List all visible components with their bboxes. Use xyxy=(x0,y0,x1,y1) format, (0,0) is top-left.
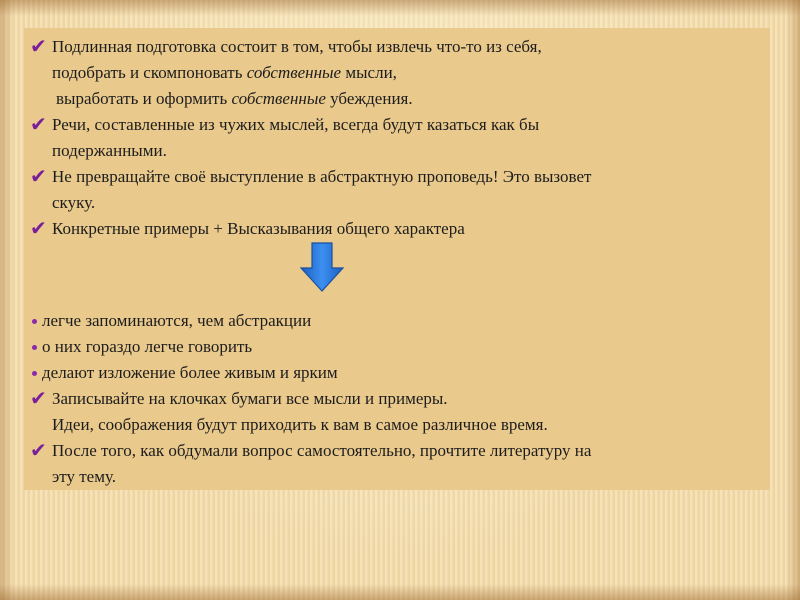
checkmark-icon: ✔ xyxy=(30,166,47,188)
bullet-dot-icon xyxy=(32,371,37,376)
para1-line2: подобрать и скомпоновать собственные мысли, xyxy=(52,63,397,82)
para2-line1: Речи, составленные из чужих мыслей, всегда будут казаться как бы xyxy=(52,115,540,134)
check-item-5 xyxy=(30,386,770,438)
down-arrow-icon xyxy=(300,242,344,292)
para1-line3: выработать и оформить собственные убеждения. xyxy=(56,89,413,108)
bullet-dot-icon xyxy=(32,319,37,324)
para3-line2: скуку. xyxy=(52,193,96,212)
frame-right-shadow xyxy=(786,0,800,600)
para2-line2: подержанными. xyxy=(52,141,167,160)
sub-bullet-2: о них гораздо легче говорить xyxy=(30,334,770,360)
tip-line1: Записывайте на клочках бумаги все мысли и примеры. xyxy=(52,389,448,408)
frame-left-shadow xyxy=(0,0,14,600)
check-item-6 xyxy=(30,438,770,490)
bullet-dot-icon xyxy=(32,345,37,350)
tip-line2: Идеи, соображения будут приходить к вам в самое различное время. xyxy=(52,415,548,434)
checkmark-icon: ✔ xyxy=(30,218,47,240)
para4-line1: Конкретные примеры + Высказывания общего характера xyxy=(52,219,465,238)
para3-line1: Не превращайте своё выступление в абстрактную проповедь! Это вызовет xyxy=(52,167,592,186)
checkmark-icon: ✔ xyxy=(30,36,47,58)
sub-bullet-1: легче запоминаются, чем абстракции xyxy=(30,308,770,334)
checkmark-icon: ✔ xyxy=(30,440,47,462)
sub-bullet-3: делают изложение более живым и ярким xyxy=(30,360,770,386)
check-item-3 xyxy=(30,164,770,216)
check-item-1 xyxy=(30,34,770,112)
arrow-area xyxy=(30,242,770,302)
frame-bottom-shadow xyxy=(0,584,800,600)
last-line2: эту тему. xyxy=(52,467,117,486)
checkmark-icon: ✔ xyxy=(30,388,47,410)
para1-line1: Подлинная подготовка состоит в том, чтобы извлечь что-то из себя, xyxy=(52,37,542,56)
last-line1: После того, как обдумали вопрос самостоятельно, прочтите литературу на xyxy=(52,441,592,460)
checkmark-icon: ✔ xyxy=(30,114,47,136)
frame-top-shadow xyxy=(0,0,800,16)
check-item-2 xyxy=(30,112,770,164)
slide-content xyxy=(30,34,770,490)
check-item-4 xyxy=(30,216,770,242)
